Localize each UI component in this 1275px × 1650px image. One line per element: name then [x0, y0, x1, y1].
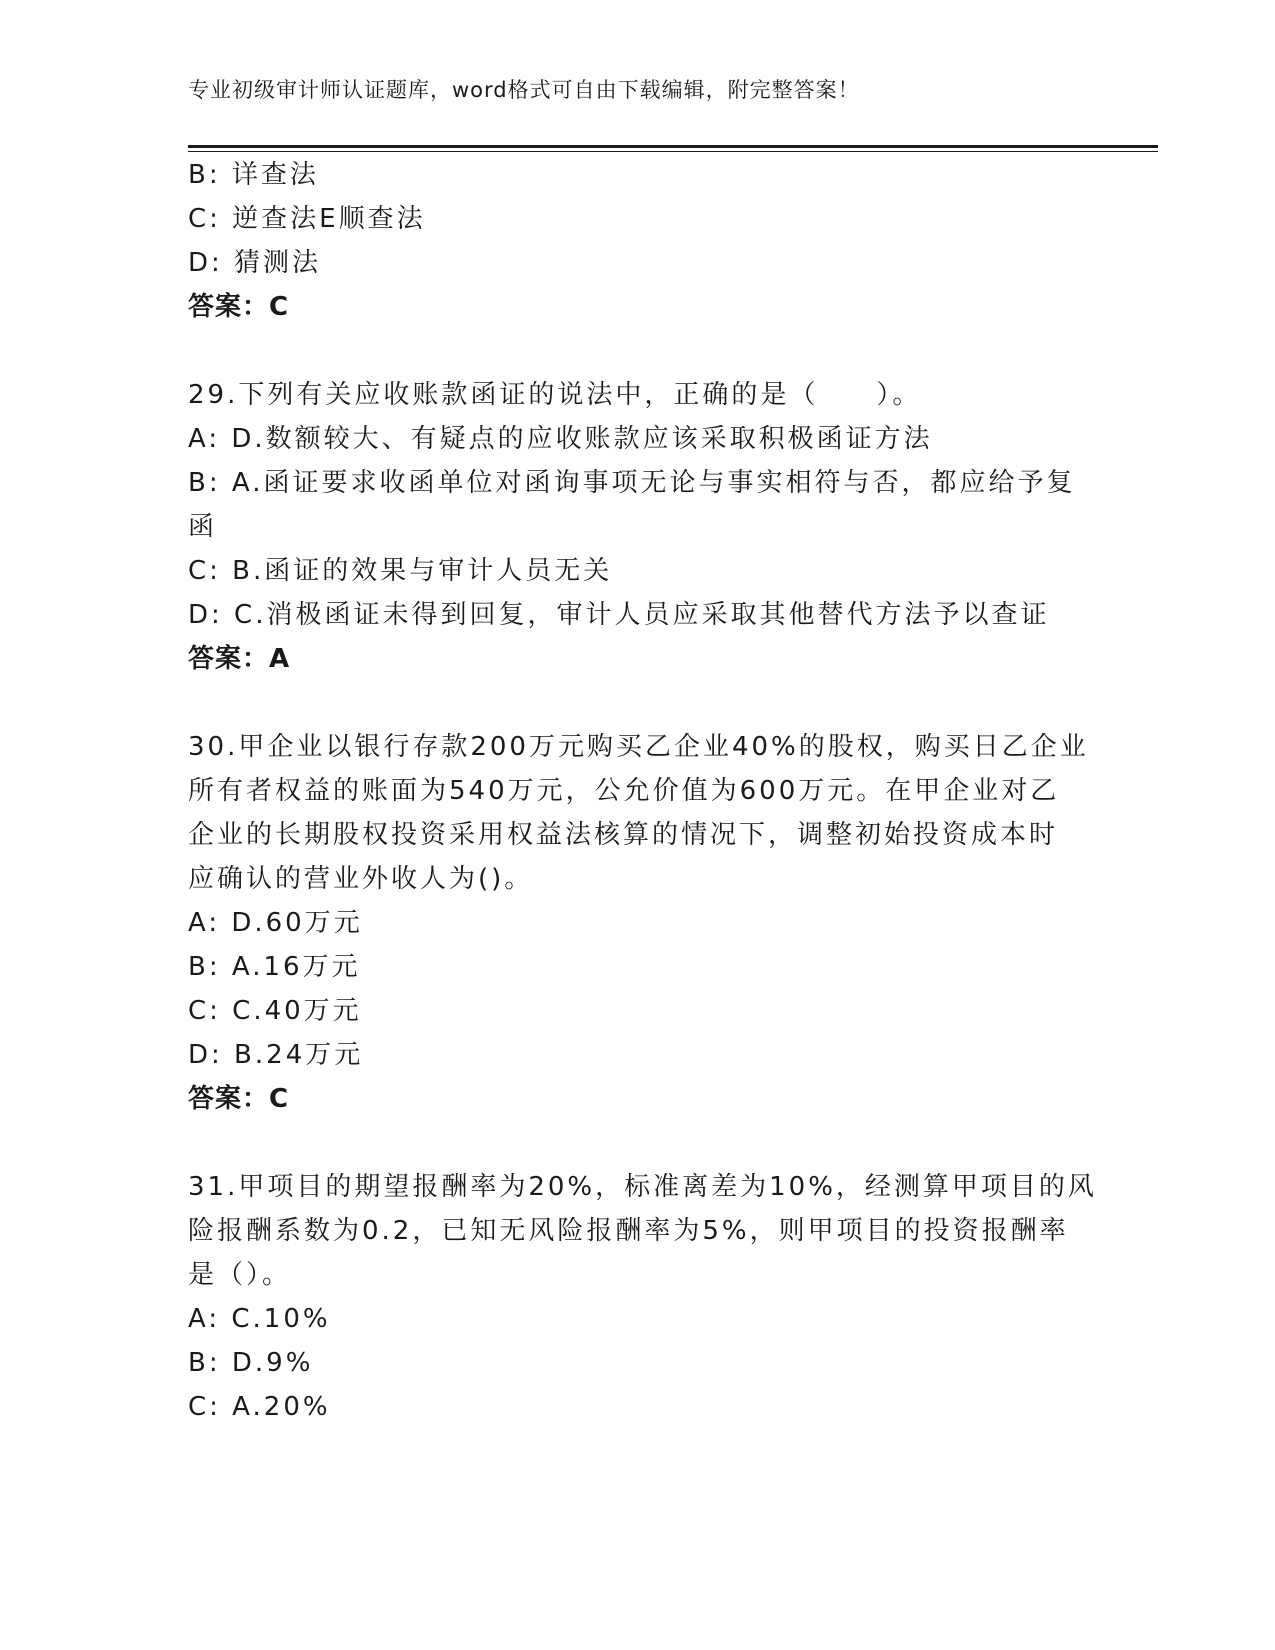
option-b-cont: 函 — [188, 512, 218, 542]
question-30-line4: 应确认的营业外收人为()。 — [188, 864, 534, 894]
option-b: B: A.函证要求收函单位对函询事项无论与事实相符与否，都应给予复 — [188, 468, 1076, 498]
option-b: B: A.16万元 — [188, 952, 361, 982]
option-d: D: B.24万元 — [188, 1040, 364, 1070]
option-c: C: A.20% — [188, 1392, 331, 1422]
question-30-line1: 30.甲企业以银行存款200万元购买乙企业40%的股权，购买日乙企业 — [188, 732, 1089, 762]
question-29: 29.下列有关应收账款函证的说法中，正确的是（ ）。 — [188, 380, 922, 410]
answer-30: 答案：C — [188, 1084, 290, 1114]
option-b: B: D.9% — [188, 1348, 314, 1378]
option-c: C: 逆查法E顺查法 — [188, 204, 426, 234]
question-31-line2: 险报酬系数为0.2，已知无风险报酬率为5%，则甲项目的投资报酬率 — [188, 1216, 1069, 1246]
option-d: D: C.消极函证未得到回复，审计人员应采取其他替代方法予以查证 — [188, 600, 1050, 630]
option-b: B: 详查法 — [188, 160, 319, 190]
option-a: A: D.60万元 — [188, 908, 363, 938]
option-a: A: C.10% — [188, 1304, 331, 1334]
option-c: C: C.40万元 — [188, 996, 362, 1026]
option-c: C: B.函证的效果与审计人员无关 — [188, 556, 613, 586]
page-header: 专业初级审计师认证题库，word格式可自由下载编辑，附完整答案！ — [188, 78, 860, 102]
question-31-line1: 31.甲项目的期望报酬率为20%，标准离差为10%，经测算甲项目的风 — [188, 1172, 1097, 1202]
answer-29: 答案：A — [188, 644, 291, 674]
option-d: D: 猜测法 — [188, 248, 322, 278]
answer-28: 答案：C — [188, 292, 290, 322]
question-30-line2: 所有者权益的账面为540万元，公允价值为600万元。在甲企业对乙 — [188, 776, 1060, 806]
question-31-line3: 是（）。 — [188, 1260, 292, 1290]
option-a: A: D.数额较大、有疑点的应收账款应该采取积极函证方法 — [188, 424, 933, 454]
header-rule-thin — [188, 151, 1158, 152]
question-30-line3: 企业的长期股权投资采用权益法核算的情况下，调整初始投资成本时 — [188, 820, 1059, 850]
header-rule-thick — [188, 145, 1158, 148]
